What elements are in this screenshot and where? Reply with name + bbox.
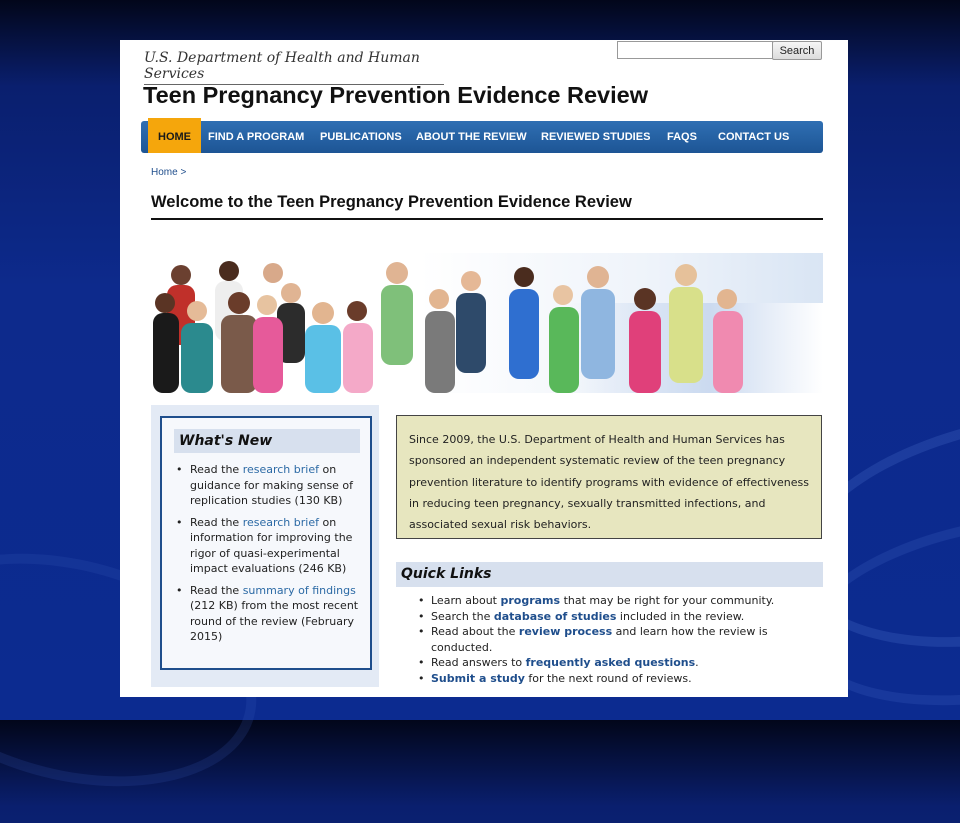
banner-image [151,253,823,393]
item-text: on guidance for making sense of replication studies (130 KB) [190,463,354,507]
front-row-people [153,285,743,393]
summary-of-findings-link[interactable]: summary of findings [242,583,356,597]
submit-a-study-link[interactable]: Submit a study [431,671,525,685]
item-text: (212 KB) from the most recent round of the review (February 2015) [190,599,359,643]
whats-new-list [174,462,364,651]
main-nav [141,121,823,153]
nav-faqs[interactable]: FAQS [667,131,697,143]
list-item [174,515,364,577]
item-text: and learn how the review is conducted. [431,625,768,654]
people-group-photo-icon [151,253,823,393]
page-title: Welcome to the Teen Pregnancy Prevention Evidence Review [151,193,823,220]
item-text: Read the [190,515,243,529]
item-text: for the next round of reviews. [524,671,692,685]
item-text: Learn about [431,594,501,607]
list-item [416,593,816,609]
list-item [416,609,816,625]
list-item [416,671,816,687]
intro-text-box: Since 2009, the U.S. Department of Health and Human Services has sponsored an independent systematic review of the teen pregnancy prevention literature to identify programs with evidence of effectiveness in reducing teen pregnancy, sexually transmitted infections, and associated sexual risk behaviors. [396,415,822,539]
whats-new-title: What's New [174,429,360,453]
faq-link[interactable]: frequently asked questions [525,656,696,670]
programs-link[interactable]: programs [500,594,561,607]
item-text: that may be right for your community. [560,594,775,607]
item-text: included in the review. [616,609,745,623]
database-of-studies-link[interactable]: database of studies [493,609,617,623]
search-button[interactable]: Search [772,41,822,60]
list-item [416,655,816,671]
nav-contact-us[interactable]: CONTACT US [718,131,790,143]
breadcrumb[interactable]: Home > [151,167,187,178]
item-text: Read the [190,583,243,597]
quick-links-list [416,593,816,687]
item-text: Read about the [431,625,519,639]
review-process-link[interactable]: review process [518,625,613,639]
research-brief-link[interactable]: research brief [242,515,319,529]
site-title[interactable]: Teen Pregnancy Prevention Evidence Review [143,82,649,108]
item-text: Read the [190,463,243,476]
item-text: . [695,656,699,670]
item-text: on information for improving the rigor of quasi-experimental impact evaluations (246 KB) [190,515,353,575]
agency-name[interactable]: U.S. Department of Health and Human Services [144,50,444,85]
research-brief-link[interactable]: research brief [242,463,319,476]
nav-find-a-program[interactable]: FIND A PROGRAM [208,131,305,143]
search-input[interactable] [617,41,773,59]
item-text: Search the [431,609,494,623]
quick-links-title: Quick Links [396,562,823,587]
nav-about-the-review[interactable]: ABOUT THE REVIEW [416,131,527,143]
nav-publications[interactable]: PUBLICATIONS [320,131,402,143]
whats-new-box [160,416,372,670]
list-item [174,583,364,645]
list-item [174,462,364,509]
nav-reviewed-studies[interactable]: REVIEWED STUDIES [541,131,651,143]
list-item [416,624,816,655]
nav-home[interactable]: HOME [148,118,201,153]
webpage [120,40,848,697]
item-text: Read answers to [431,656,526,670]
